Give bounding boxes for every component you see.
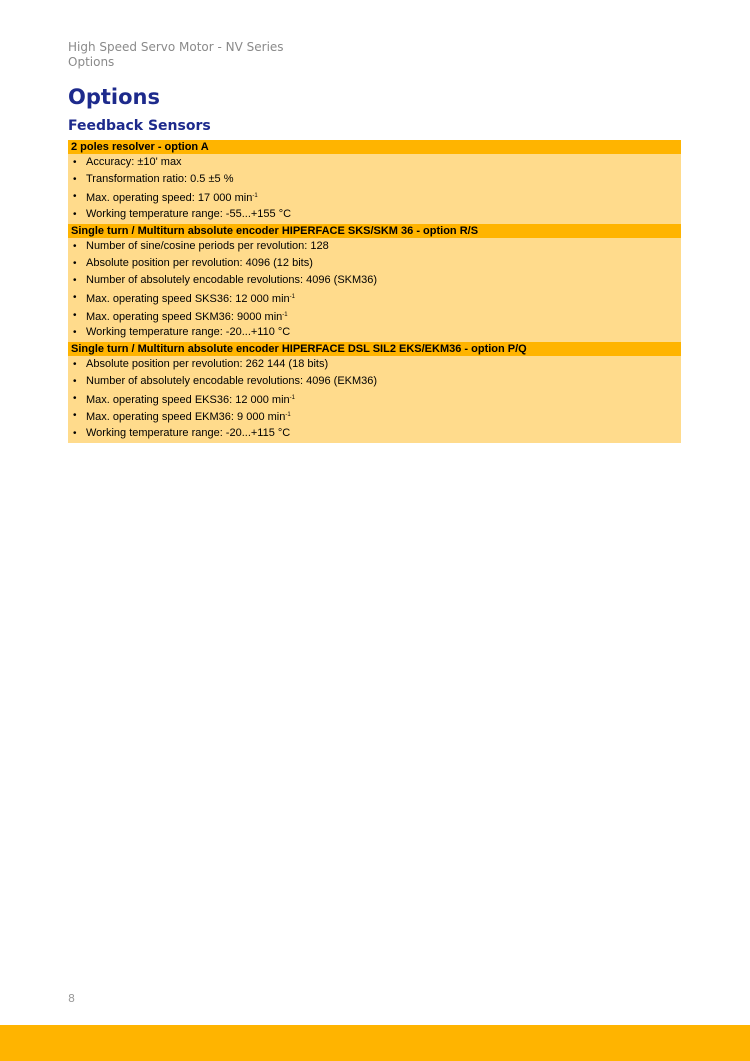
spec-text: Number of absolutely encodable revolutions: 4096 (SKM36) [86, 274, 378, 287]
spec-text: Max. operating speed EKS36: 12 000 min [86, 394, 290, 407]
spec-list-item [68, 407, 681, 424]
spec-list-item [68, 206, 681, 223]
bullet-icon: • [73, 326, 77, 338]
spec-list-item [68, 356, 681, 373]
spec-text: Absolute position per revolution: 4096 (12 bits) [86, 256, 313, 269]
spec-text: Transformation ratio: 0.5 ±5 % [86, 173, 234, 186]
spec-text: Max. operating speed SKS36: 12 000 min [86, 293, 290, 306]
spec-list-item [68, 390, 681, 407]
running-header [68, 40, 284, 70]
bullet-icon: • [73, 309, 77, 321]
bullet-icon: • [73, 208, 77, 220]
spec-text: Max. operating speed EKM36: 9 000 min [86, 411, 286, 424]
page-title: Options [68, 85, 160, 109]
spec-list-item [68, 272, 681, 289]
spec-list-item [68, 188, 681, 205]
spec-list-item [68, 255, 681, 272]
sensor-option-specs [68, 154, 681, 224]
bullet-icon: • [73, 275, 77, 287]
bullet-icon: • [73, 240, 77, 252]
sensor-option-heading: Single turn / Multiturn absolute encoder HIPERFACE SKS/SKM 36 - option R/S [68, 224, 681, 238]
spec-text: Max. operating speed SKM36: 9000 min [86, 310, 283, 323]
header-document-title: High Speed Servo Motor - NV Series [68, 40, 284, 54]
spec-list-item [68, 171, 681, 188]
spec-text: Absolute position per revolution: 262 144 (18 bits) [86, 357, 329, 370]
bullet-icon: • [73, 427, 77, 439]
section-subtitle: Feedback Sensors [68, 118, 211, 134]
bullet-icon: • [73, 257, 77, 269]
unit-exponent: -1 [252, 193, 258, 200]
spec-list-item [68, 324, 681, 341]
header-section-name: Options [68, 55, 115, 69]
unit-exponent: -1 [289, 395, 295, 402]
unit-exponent: -1 [289, 294, 295, 301]
sensor-option-specs [68, 356, 681, 443]
bullet-icon: • [73, 174, 77, 186]
bullet-icon: • [73, 191, 77, 203]
bullet-icon: • [73, 292, 77, 304]
spec-list-item [68, 425, 681, 442]
feedback-sensors-table [68, 140, 681, 443]
bullet-icon: • [73, 157, 77, 168]
spec-text: Number of sine/cosine periods per revolution: 128 [86, 239, 329, 252]
spec-text: Max. operating speed: 17 000 min [86, 192, 253, 205]
spec-list-item [68, 238, 681, 255]
spec-list-item [68, 307, 681, 324]
spec-text: Accuracy: ±10' max [86, 156, 182, 168]
unit-exponent: -1 [282, 311, 288, 318]
spec-list-item [68, 154, 681, 171]
spec-text: Working temperature range: -20...+115 °C [86, 426, 291, 439]
sensor-option-heading: Single turn / Multiturn absolute encoder HIPERFACE DSL SIL2 EKS/EKM36 - option P/Q [68, 342, 681, 356]
sensor-option-heading: 2 poles resolver - option A [68, 140, 681, 154]
bullet-icon: • [73, 376, 77, 388]
spec-list-item [68, 373, 681, 390]
bullet-icon: • [73, 410, 77, 422]
footer-accent-bar [0, 1025, 750, 1061]
sensor-option-specs [68, 238, 681, 342]
page-number: 8 [68, 992, 75, 1005]
bullet-icon: • [73, 393, 77, 405]
unit-exponent: -1 [285, 412, 291, 419]
spec-list-item [68, 289, 681, 306]
bullet-icon: • [73, 358, 77, 370]
spec-text: Working temperature range: -55...+155 °C [86, 207, 292, 220]
spec-text: Working temperature range: -20...+110 °C [86, 325, 291, 338]
spec-text: Number of absolutely encodable revolutions: 4096 (EKM36) [86, 375, 378, 388]
